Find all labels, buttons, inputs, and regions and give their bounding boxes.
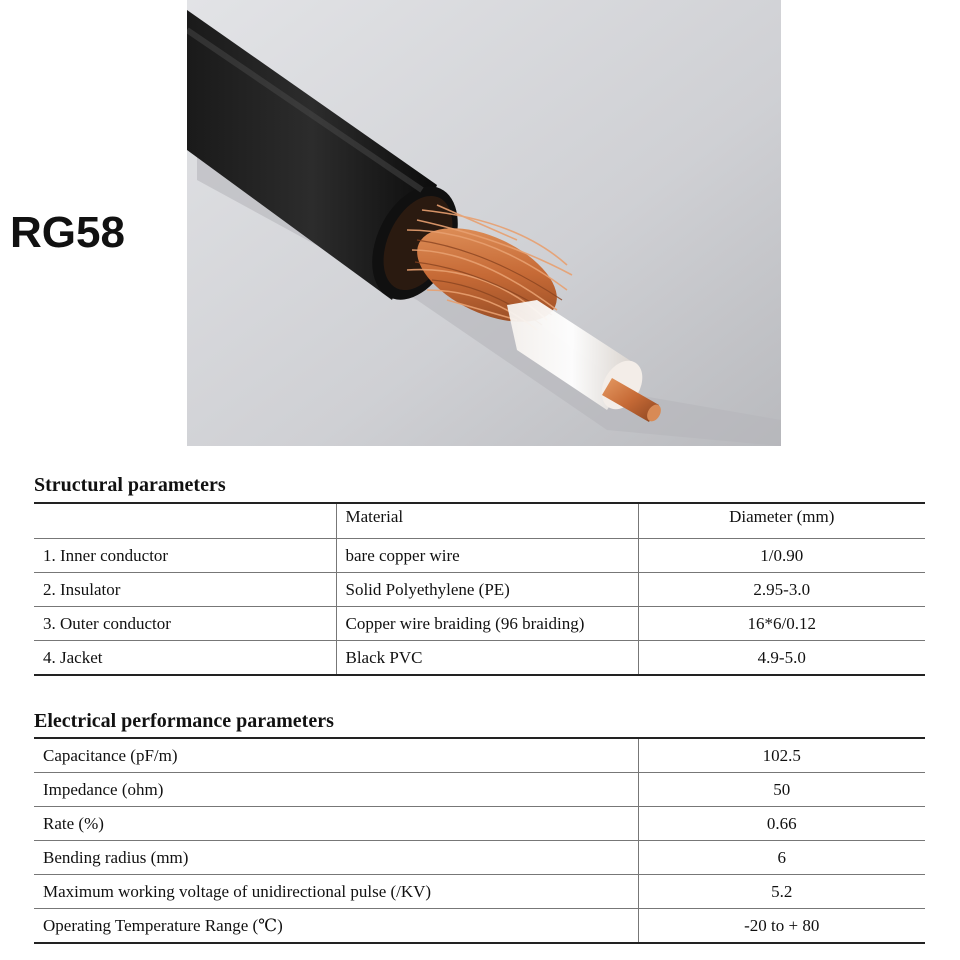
value-cell: 0.66 xyxy=(638,807,925,841)
table-header-row xyxy=(34,503,925,539)
diameter-cell: 16*6/0.12 xyxy=(638,607,925,641)
material-cell: bare copper wire xyxy=(336,539,638,573)
table-row xyxy=(34,909,925,944)
material-cell: Solid Polyethylene (PE) xyxy=(336,573,638,607)
cable-photo xyxy=(187,0,781,446)
material-cell: Copper wire braiding (96 braiding) xyxy=(336,607,638,641)
table-row xyxy=(34,539,925,573)
value-cell: 102.5 xyxy=(638,738,925,773)
value-cell: 6 xyxy=(638,841,925,875)
part-cell: 2. Insulator xyxy=(34,573,336,607)
param-cell: Bending radius (mm) xyxy=(34,841,638,875)
param-cell: Maximum working voltage of unidirectional pulse (/KV) xyxy=(34,875,638,909)
structural-table xyxy=(34,502,925,676)
column-header: Diameter (mm) xyxy=(638,503,925,539)
table-row xyxy=(34,807,925,841)
value-cell: -20 to + 80 xyxy=(638,909,925,944)
value-cell: 50 xyxy=(638,773,925,807)
table-row xyxy=(34,641,925,676)
part-cell: 4. Jacket xyxy=(34,641,336,676)
column-header: Material xyxy=(336,503,638,539)
electrical-table xyxy=(34,737,925,944)
column-header xyxy=(34,503,336,539)
table-row xyxy=(34,573,925,607)
table-row xyxy=(34,875,925,909)
diameter-cell: 1/0.90 xyxy=(638,539,925,573)
structural-heading: Structural parameters xyxy=(34,474,226,496)
table-row xyxy=(34,738,925,773)
param-cell: Rate (%) xyxy=(34,807,638,841)
param-cell: Operating Temperature Range (℃) xyxy=(34,909,638,944)
diameter-cell: 4.9-5.0 xyxy=(638,641,925,676)
coax-cable-illustration xyxy=(187,0,781,446)
material-cell: Black PVC xyxy=(336,641,638,676)
table-row xyxy=(34,773,925,807)
part-cell: 1. Inner conductor xyxy=(34,539,336,573)
electrical-heading: Electrical performance parameters xyxy=(34,710,334,732)
table-row xyxy=(34,607,925,641)
param-cell: Capacitance (pF/m) xyxy=(34,738,638,773)
value-cell: 5.2 xyxy=(638,875,925,909)
diameter-cell: 2.95-3.0 xyxy=(638,573,925,607)
product-title: RG58 xyxy=(10,208,125,257)
param-cell: Impedance (ohm) xyxy=(34,773,638,807)
part-cell: 3. Outer conductor xyxy=(34,607,336,641)
table-row xyxy=(34,841,925,875)
